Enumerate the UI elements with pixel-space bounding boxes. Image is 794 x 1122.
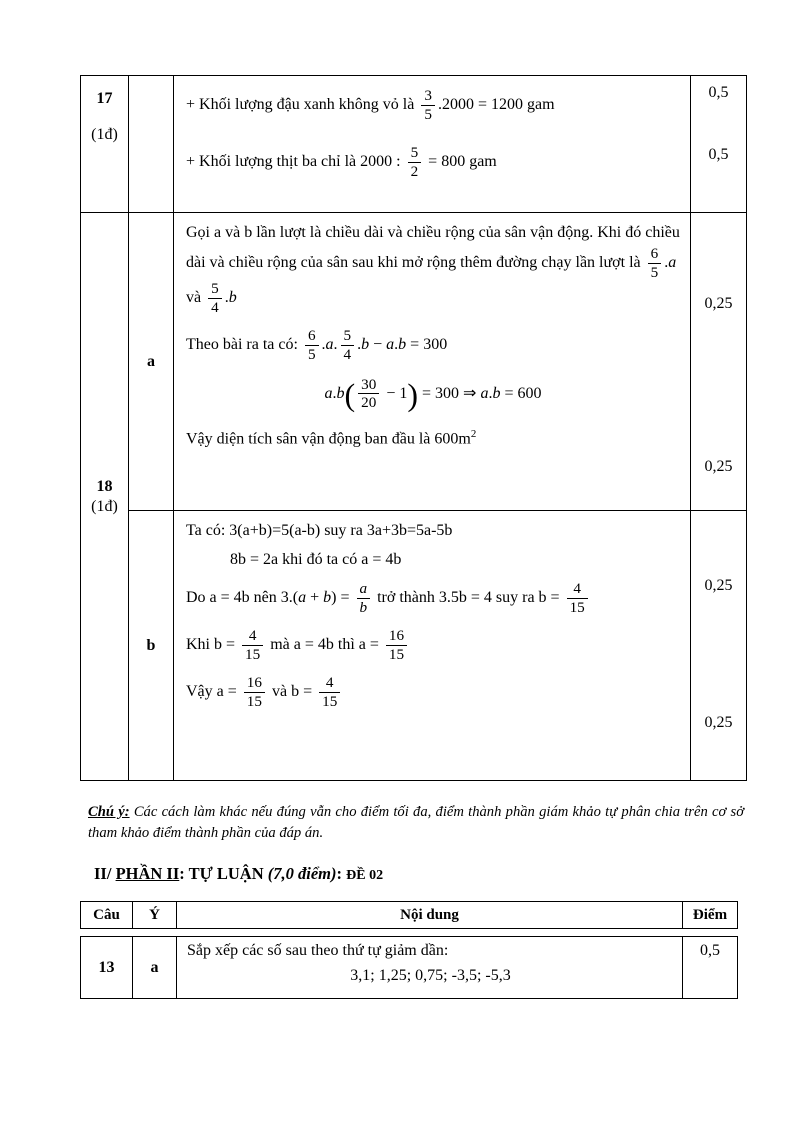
math-text: ) =	[331, 589, 354, 607]
math-text: Vậy a =	[186, 683, 241, 701]
heading-part: II/	[94, 864, 116, 883]
math-text: Khi b =	[186, 636, 240, 654]
header-noidung: Nội dung	[177, 902, 683, 929]
math-line	[186, 519, 680, 542]
cell-content	[174, 76, 691, 213]
cell-question-number: 13	[81, 937, 133, 999]
fraction: $\frac{16}{15}$	[386, 628, 407, 663]
answer-text: Sắp xếp các số sau theo thứ tự giảm dần:	[187, 942, 449, 959]
points-value: 0,25	[704, 577, 733, 594]
points-value: 0,25	[704, 295, 733, 312]
table-row-q18b	[81, 511, 747, 781]
math-text: + Khối lượng thịt ba chỉ là 2000 :	[186, 153, 405, 171]
math-text: − 1	[382, 384, 408, 402]
math-text: 8b = 2a khi đó ta có a = 4b	[230, 551, 402, 569]
header-cau: Câu	[81, 902, 133, 929]
math-text: .	[321, 335, 326, 353]
points-value: 0,25	[704, 714, 733, 731]
math-line	[186, 377, 680, 412]
fraction: $\frac{4}{15}$	[242, 628, 263, 663]
question-points-label: (1đ)	[91, 126, 118, 143]
math-line	[186, 427, 680, 451]
note-text: Các cách làm khác nếu đúng vẫn cho điểm tối đa, điểm thành phần giám khảo tự phân chia trên cơ sở tham khảo điểm thành phần của đáp án.	[88, 804, 744, 842]
big-paren: )	[407, 375, 419, 412]
math-line	[186, 221, 680, 316]
math-variable: a	[325, 335, 334, 353]
math-text: .	[394, 335, 399, 353]
fraction: $\frac{4}{15}$	[567, 581, 588, 616]
math-text: + Khối lượng đậu xanh không vỏ là	[186, 96, 419, 114]
math-variable: b	[336, 384, 345, 402]
math-text: .	[333, 335, 338, 353]
math-line	[186, 145, 680, 180]
cell-question-number	[81, 213, 129, 781]
answer-table-de02-body	[80, 936, 738, 999]
math-text: Gọi a và b lần lượt là chiều dài và chiều rộng của sân vận động. Khi đó chiều dài và chiều rộng của sân sau khi mở rộng thêm đường chạy lần lượt là	[186, 224, 680, 271]
math-variable: a	[386, 335, 395, 353]
big-paren: (	[344, 375, 356, 412]
math-variable: a	[298, 589, 307, 607]
question-number: 18	[96, 477, 113, 495]
cell-content	[177, 937, 683, 999]
superscript: 2	[470, 428, 477, 441]
math-text: Theo bài ra ta có:	[186, 335, 302, 353]
answer-table-de02-header	[80, 901, 738, 929]
grading-note	[88, 802, 744, 844]
cell-points	[691, 511, 747, 781]
fraction: $\frac{5}{4}$	[341, 328, 355, 363]
points-value: 0,25	[704, 458, 733, 475]
cell-content	[174, 511, 691, 781]
fraction: $\frac{a}{b}$	[357, 581, 371, 616]
question-points-label: (1đ)	[91, 497, 118, 515]
math-variable: b	[492, 384, 501, 402]
points-value: 0,5	[708, 84, 729, 101]
math-variable: a	[668, 253, 677, 271]
fraction: $\frac{16}{15}$	[244, 675, 265, 710]
math-line	[186, 328, 680, 363]
math-line	[186, 581, 680, 616]
math-line	[186, 628, 680, 663]
cell-points	[691, 76, 747, 213]
math-variable: b	[398, 335, 407, 353]
math-text: .	[332, 384, 337, 402]
math-text: Ta có: 3(a+b)=5(a-b) suy ra 3a+3b=5a-5b	[186, 522, 453, 539]
heading-part: : TỰ LUẬN	[179, 864, 268, 883]
math-line	[186, 675, 680, 710]
math-text: trở thành 3.5b = 4 suy ra b =	[373, 589, 564, 607]
cell-question-number	[81, 76, 129, 213]
math-variable: b	[228, 288, 237, 306]
table-row-q18a	[81, 213, 747, 511]
heading-part: :	[336, 864, 347, 883]
points-value: 0,5	[700, 942, 720, 959]
math-text: = 300	[406, 335, 448, 353]
math-text: .	[357, 335, 362, 353]
cell-content	[174, 213, 691, 511]
header-row	[81, 902, 738, 929]
fraction: $\frac{3}{5}$	[421, 88, 435, 123]
fraction: $\frac{5}{4}$	[208, 281, 222, 316]
note-label: Chú ý:	[88, 804, 130, 820]
math-text: = 300 ⇒	[418, 384, 481, 402]
math-variable: a	[324, 384, 333, 402]
math-variable: b	[361, 335, 370, 353]
fraction: $\frac{6}{5}$	[648, 246, 662, 281]
cell-sub-part: a	[133, 937, 177, 999]
cell-sub-part	[129, 76, 174, 213]
heading-part-underlined: PHẦN II	[115, 864, 180, 883]
fraction: $\frac{4}{15}$	[319, 675, 340, 710]
points-value: 0,5	[708, 146, 729, 163]
math-text: và	[186, 288, 206, 306]
math-line	[186, 548, 680, 571]
fraction: $\frac{5}{2}$	[408, 145, 422, 180]
math-variable: a	[480, 384, 489, 402]
table-row-q13	[81, 937, 738, 999]
cell-sub-part: b	[129, 511, 174, 781]
heading-exam-code: ĐỀ 02	[346, 868, 384, 883]
heading-part-italic: (7,0 điểm)	[267, 864, 337, 883]
math-line	[186, 88, 680, 123]
math-text: và b =	[267, 683, 317, 701]
math-variable: b	[323, 589, 332, 607]
question-number: 17	[96, 90, 113, 107]
cell-points	[691, 213, 747, 511]
math-text: Do a = 4b nên 3.(	[186, 589, 299, 607]
math-text: = 600	[500, 384, 542, 402]
answer-numbers: 3,1; 1,25; 0,75; -3,5; -5,3	[350, 967, 511, 984]
math-text: = 800 gam	[424, 153, 497, 171]
section-heading	[94, 864, 383, 884]
math-text: mà a = 4b thì a =	[266, 636, 383, 654]
math-text: −	[369, 335, 387, 353]
math-text: .	[664, 253, 669, 271]
header-diem: Điểm	[683, 902, 738, 929]
fraction: $\frac{6}{5}$	[305, 328, 319, 363]
cell-points	[683, 937, 738, 999]
header-y: Ý	[133, 902, 177, 929]
math-text: .	[488, 384, 493, 402]
answer-table	[80, 75, 747, 781]
math-text: Vậy diện tích sân vận động ban đầu là 600m	[186, 430, 471, 448]
math-text: +	[306, 589, 324, 607]
table-row-q17	[81, 76, 747, 213]
cell-sub-part: a	[129, 213, 174, 511]
math-text: .2000 = 1200 gam	[437, 96, 555, 114]
math-text: .	[224, 288, 229, 306]
fraction: $\frac{30}{20}$	[358, 377, 379, 412]
